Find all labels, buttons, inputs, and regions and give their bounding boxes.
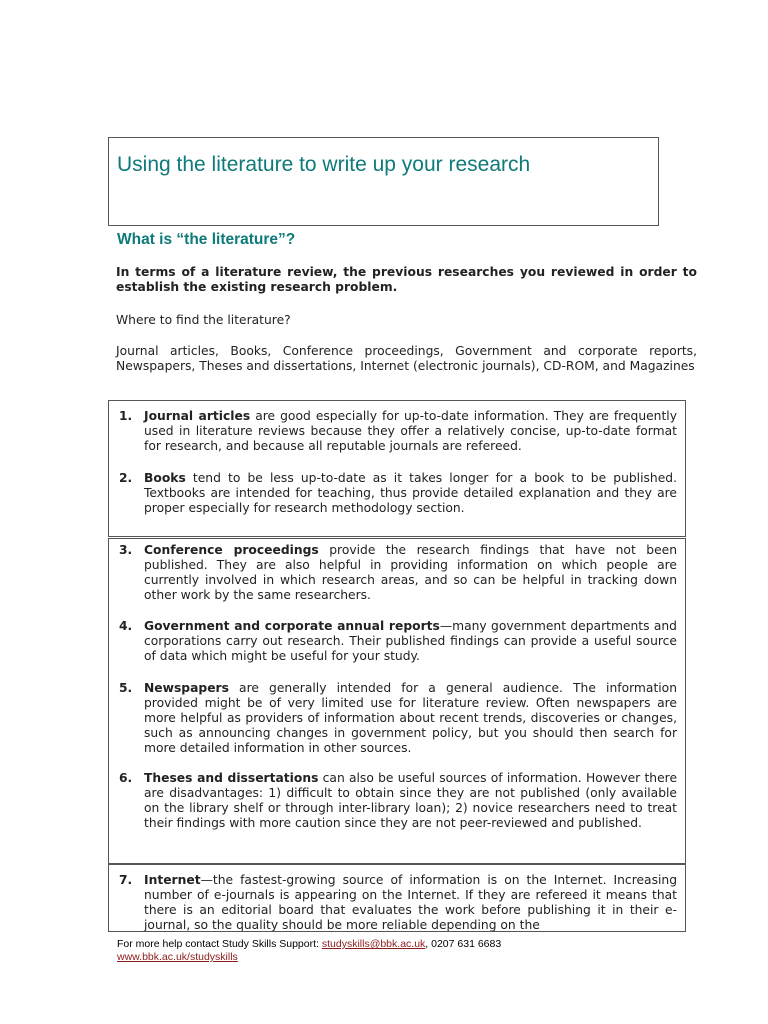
item-number: 7. — [119, 873, 133, 887]
list-item — [109, 409, 685, 454]
item-term: Newspapers — [144, 681, 229, 695]
item-number: 1. — [119, 409, 133, 423]
footer-phone: , 0207 631 6683 — [425, 938, 502, 950]
list-item — [109, 619, 685, 664]
page-footer — [117, 938, 501, 964]
item-number: 2. — [119, 471, 133, 485]
item-term: Theses and dissertations — [144, 771, 319, 785]
footer-website-link[interactable]: www.bbk.ac.uk/studyskills — [117, 951, 238, 963]
item-term: Journal articles — [144, 409, 251, 423]
list-item — [109, 543, 685, 603]
section-heading: What is “the literature”? — [117, 231, 296, 248]
item-term: Internet — [144, 873, 201, 887]
item-term: Conference proceedings — [144, 543, 319, 557]
list-item — [109, 771, 685, 831]
item-text: —the fastest-growing source of information is on the Internet. Increasing number of e-journals is appearing on the Internet. If they are refereed it means that there is an editorial board that evaluates the work before publishing it in their e-journal, so the quality should be more reliable depending on the — [144, 873, 677, 932]
item-text: tend to be less up-to-date as it takes longer for a book to be published. Textbooks are intended for teaching, thus provide detailed explanation and they are proper especially for research methodology section. — [144, 471, 677, 515]
page-title: Using the literature to write up your research — [117, 153, 531, 176]
list-item — [109, 471, 685, 516]
definition-paragraph: In terms of a literature review, the previous researches you reviewed in order to establish the existing research problem. — [116, 265, 697, 294]
question-paragraph: Where to find the literature? — [116, 313, 291, 327]
sources-box-1 — [108, 400, 686, 537]
item-text: can also be useful sources of information. However there are disadvantages: 1) difficult to obtain since they are not published (only available on the library shelf or through inter-library loan); 2) novice researchers need to treat their findings with more caution since they are not peer-reviewed and published. — [144, 771, 678, 830]
item-number: 4. — [119, 619, 133, 633]
item-number: 6. — [119, 771, 133, 785]
item-text: are generally intended for a general audience. The information provided might be of very limited use for literature review. Often newspapers are more helpful as providers of information about recent trends, discoveries or changes, such as announcing changes in government policy, but you should then search for more detailed information in other sources. — [144, 681, 677, 755]
item-term: Books — [144, 471, 186, 485]
item-text: are good especially for up-to-date information. They are frequently used in literature reviews because they offer a relatively concise, up-to-date format for research, and because all reputable journals are refereed. — [144, 409, 677, 453]
item-text: provide the research findings that have not been published. They are also helpful in providing information on which people are currently involved in which research areas, and so can be helpful in tracking down other work by the same researchers. — [144, 543, 677, 602]
item-term: Government and corporate annual reports — [144, 619, 440, 633]
sources-paragraph: Journal articles, Books, Conference proceedings, Government and corporate reports, Newspapers, Theses and dissertations, Internet (electronic journals), CD-ROM, and Magazines — [116, 344, 697, 373]
sources-box-2 — [108, 538, 686, 864]
footer-email-link[interactable]: studyskills@bbk.ac.uk — [321, 938, 426, 950]
title-box — [108, 137, 659, 226]
item-text: —many government departments and corporations carry out research. Their published findings can provide a useful source of data which might be useful for your study. — [144, 619, 677, 663]
list-item — [109, 681, 685, 756]
footer-contact-text: For more help contact Study Skills Support: — [117, 938, 322, 950]
list-item — [109, 873, 685, 932]
item-number: 5. — [119, 681, 133, 695]
sources-box-3 — [108, 864, 686, 932]
item-number: 3. — [119, 543, 133, 557]
